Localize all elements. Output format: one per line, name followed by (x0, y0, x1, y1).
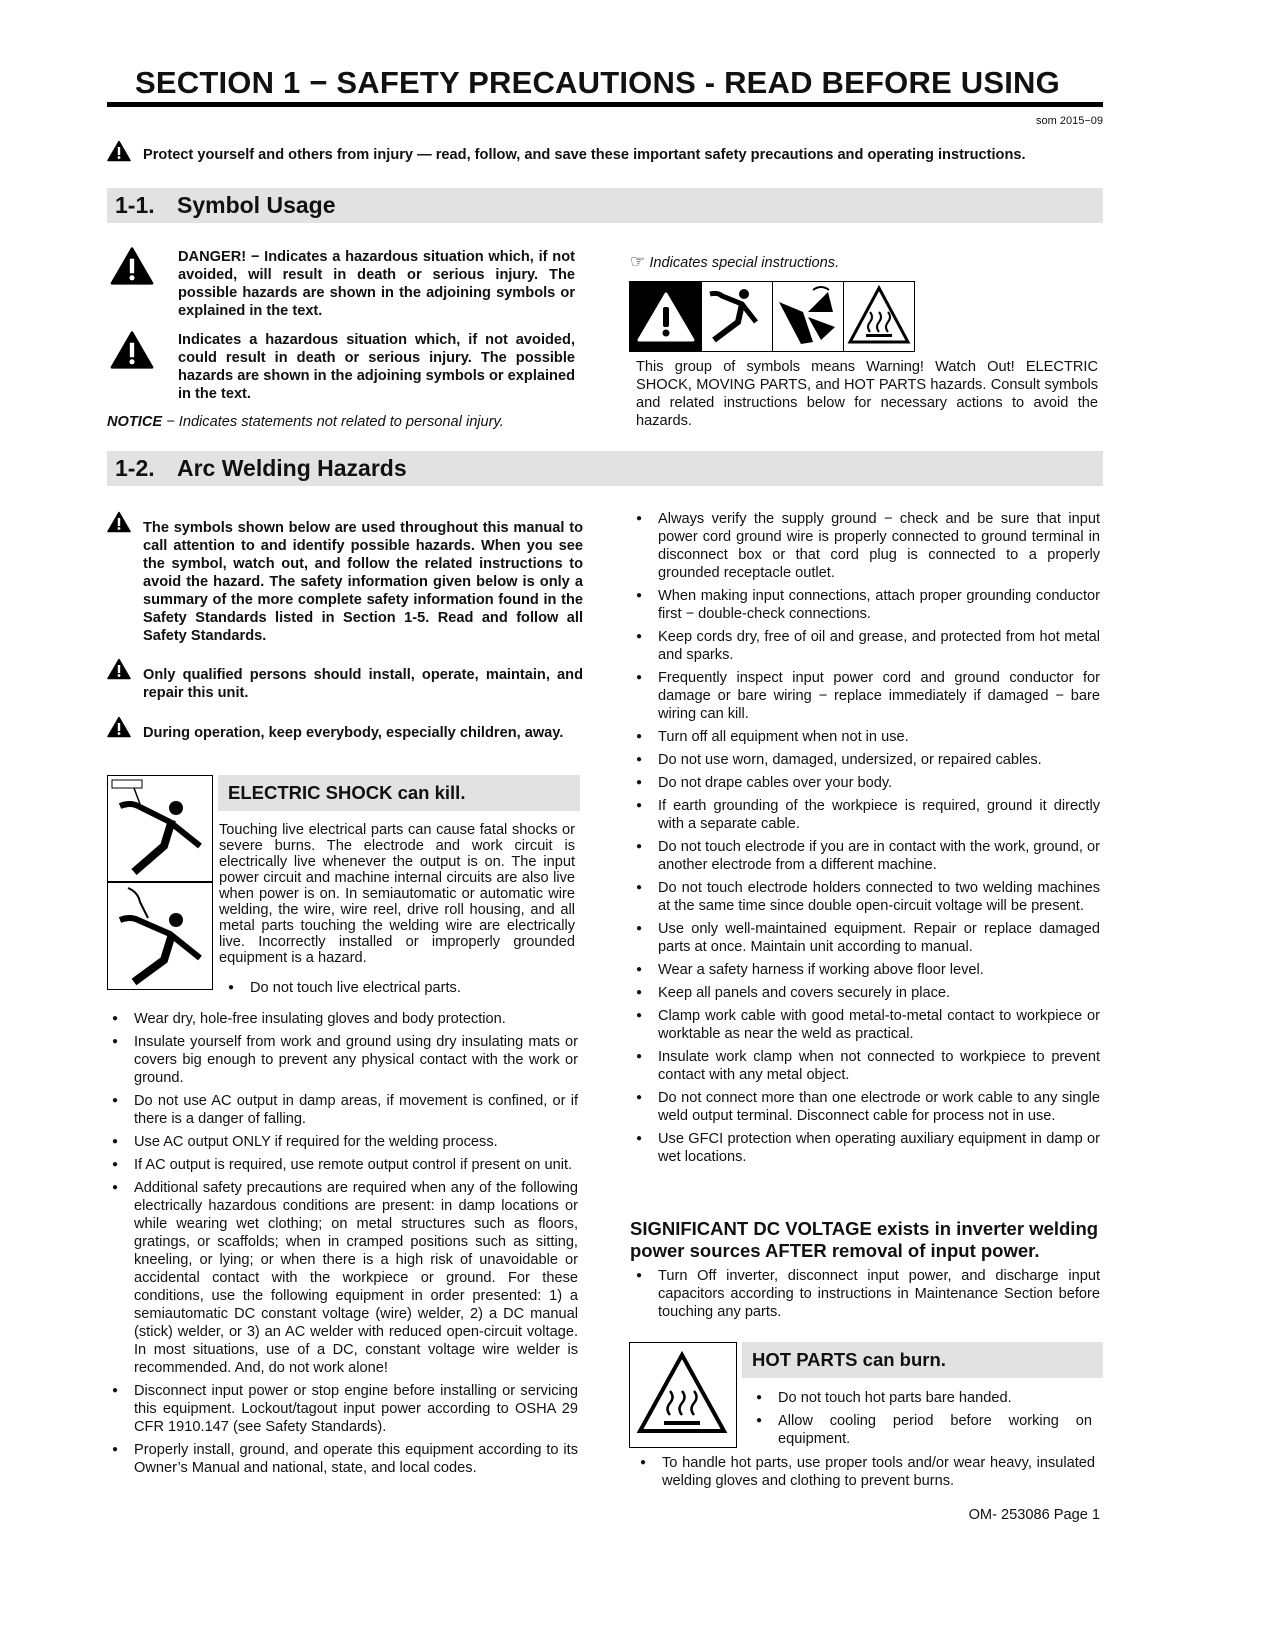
electric-shock-text: Touching live electrical parts can cause fatal shocks or severe burns. The electrode and work circuit is electrically live whenever the output is on. The input power circuit and machine internal circuits are also live when power is on. In semiautomatic or automatic wire welding, the wire, wire reel, drive roll housing, and all metal parts touching the welding wire are electrically live. Incorrectly installed or improperly grounded equipment is a hazard. (219, 822, 575, 966)
warning-icon (107, 658, 131, 680)
bullet-item: ● Turn Off inverter, disconnect input power, and discharge input capacitors according to instructions in Maintenance Section before touching any parts. (636, 1267, 1100, 1321)
bullet-item: ● Keep cords dry, free of oil and grease, and protected from hot metal and sparks. (636, 628, 1100, 664)
children-text: During operation, keep everybody, especially children, away. (143, 725, 564, 741)
hot-list (756, 1389, 1092, 1453)
bullet-item: ● Clamp work cable with good metal-to-metal contact to workpiece or worktable as near the weld as practical. (636, 1007, 1100, 1043)
bullet-item: ● Do not use AC output in damp areas, if movement is confined, or if there is a danger of falling. (112, 1092, 578, 1128)
bullet-item: ● Use AC output ONLY if required for the welding process. (112, 1133, 578, 1151)
hot-after-list (640, 1454, 1095, 1495)
bullet-item: ● Do not connect more than one electrode or work cable to any single weld output terminal. Disconnect cable for process not in use. (636, 1089, 1100, 1125)
bullet-item: ● Disconnect input power or stop engine before installing or servicing this equipment. Lockout/tagout input power according to OSHA 29 CFR 1910.147 (see Safety Standards). (112, 1382, 578, 1436)
electric-shock-icon (701, 282, 772, 351)
bullet-item: ● Frequently inspect input power cord and ground conductor for damage or bare wiring − replace immediately if damaged − bare wiring can kill. (636, 669, 1100, 723)
warning-icon (630, 282, 701, 351)
page-title: SECTION 1 − SAFETY PRECAUTIONS - READ BEFORE USING (135, 65, 1060, 100)
bullet-item: ● To handle hot parts, use proper tools and/or wear heavy, insulated welding gloves and clothing to prevent burns. (640, 1454, 1095, 1490)
hot-parts-icon (843, 282, 914, 351)
hazard-symbol-strip (629, 281, 915, 352)
shock-left-list (112, 1010, 578, 1482)
title-rule (107, 102, 1103, 107)
shock-right-list (636, 510, 1100, 1171)
bullet-item: ● Additional safety precautions are required when any of the following electrically hazardous conditions are present: in damp locations or while wearing wet clothing; on metal structures such as floors, gratings, or scaffolds; when in cramped positions such as sitting, kneeling, or lying; or when there is a high risk of unavoidable or accidental contact with the workpiece or ground. For these conditions, use the following equipment in order presented: 1) a semiautomatic DC constant voltage (wire) welder, 2) a DC manual (stick) welder, or 3) an AC welder with reduced open-circuit voltage. In most situations, use of a DC, constant voltage wire welder is recommended. And, do not work alone! (112, 1179, 578, 1377)
bullet-item: ● Turn off all equipment when not in use. (636, 728, 1100, 746)
bullet-item: ● Wear a safety harness if working above floor level. (636, 961, 1100, 979)
intro-text: Protect yourself and others from injury — read, follow, and save these important safety precautions and operating instructions. (143, 147, 1026, 163)
pointing-hand-icon: ☞ (630, 252, 646, 271)
danger-icon (110, 246, 154, 286)
bullet-item: ● If AC output is required, use remote output control if present on unit. (112, 1156, 578, 1174)
bullet-item: ● Keep all panels and covers securely in place. (636, 984, 1100, 1002)
electric-shock-stick-icon (107, 775, 213, 883)
special-instructions: ☞ Indicates special instructions. (630, 252, 840, 271)
bullet-item: ● Do not touch hot parts bare handed. (756, 1389, 1092, 1407)
warning-icon (107, 140, 131, 162)
hot-parts-heading: HOT PARTS can burn. (742, 1342, 1103, 1378)
doc-code: som 2015−09 (1036, 115, 1103, 127)
electric-shock-heading: ELECTRIC SHOCK can kill. (218, 775, 580, 811)
qualified-text: Only qualified persons should install, operate, maintain, and repair this unit. (143, 667, 583, 701)
bullet-item: ● Do not touch live electrical parts. (228, 979, 578, 997)
bullet-item: ● Do not use worn, damaged, undersized, or repaired cables. (636, 751, 1100, 769)
bullet-item: ● Always verify the supply ground − check and be sure that input power cord ground wire is properly connected to ground terminal in disconnect box or that cord plug is connected to a properly grounded receptacle outlet. (636, 510, 1100, 582)
bullet-item: ● Insulate work clamp when not connected to workpiece to prevent contact with any metal object. (636, 1048, 1100, 1084)
bullet-item: ● Allow cooling period before working on equipment. (756, 1412, 1092, 1448)
bullet-item: ● Insulate yourself from work and ground using dry insulating mats or covers big enough to prevent any physical contact with the work or ground. (112, 1033, 578, 1087)
notice-text: NOTICE − Indicates statements not related to personal injury. (107, 414, 504, 430)
bullet-item: ● Properly install, ground, and operate this equipment according to its Owner’s Manual and national, state, and local codes. (112, 1441, 578, 1477)
hot-parts-icon (629, 1342, 737, 1448)
shock-first-list (228, 979, 578, 1002)
dc-list (636, 1267, 1100, 1326)
bullet-item: ● Wear dry, hole-free insulating gloves and body protection. (112, 1010, 578, 1028)
electric-shock-wire-icon (107, 881, 213, 990)
warning-text: Indicates a hazardous situation which, if not avoided, could result in death or serious injury. The possible hazards are shown in the adjoining symbols or explained in the text. (178, 332, 575, 402)
warning-icon (110, 330, 154, 370)
warning-icon (107, 716, 131, 738)
bullet-item: ● Do not touch electrode if you are in contact with the work, ground, or another electrode from a different machine. (636, 838, 1100, 874)
bullet-item: ● If earth grounding of the workpiece is required, ground it directly with a separate cable. (636, 797, 1100, 833)
bullet-item: ● Do not touch electrode holders connected to two welding machines at the same time since double open-circuit voltage will be present. (636, 879, 1100, 915)
hazard-intro: The symbols shown below are used throughout this manual to call attention to and identify possible hazards. When you see the symbol, watch out, and follow the related instructions to avoid the hazard. The safety information given below is only a summary of the more complete safety information found in the Safety Standards listed in Section 1-5. Read and follow all Safety Standards. (143, 520, 583, 644)
page-footer: OM- 253086 Page 1 (968, 1507, 1100, 1523)
symbol-group-text: This group of symbols means Warning! Watch Out! ELECTRIC SHOCK, MOVING PARTS, and HOT PARTS hazards. Consult symbols and related instructions below for necessary actions to avoid the hazards. (636, 359, 1098, 429)
bullet-item: ● Do not drape cables over your body. (636, 774, 1100, 792)
bullet-item: ● When making input connections, attach proper grounding conductor first − double-check connections. (636, 587, 1100, 623)
dc-voltage-heading: SIGNIFICANT DC VOLTAGE exists in inverter welding power sources AFTER removal of input power. (630, 1218, 1099, 1261)
section-arc-welding: 1-2. Arc Welding Hazards (107, 451, 1103, 486)
danger-text: DANGER! − Indicates a hazardous situation which, if not avoided, will result in death or serious injury. The possible hazards are shown in the adjoining symbols or explained in the text. (178, 249, 575, 319)
bullet-item: ● Use GFCI protection when operating auxiliary equipment in damp or wet locations. (636, 1130, 1100, 1166)
bullet-item: ● Use only well-maintained equipment. Repair or replace damaged parts at once. Maintain unit according to manual. (636, 920, 1100, 956)
section-symbol-usage: 1-1. Symbol Usage (107, 188, 1103, 223)
warning-icon (107, 511, 131, 533)
moving-parts-icon (772, 282, 843, 351)
